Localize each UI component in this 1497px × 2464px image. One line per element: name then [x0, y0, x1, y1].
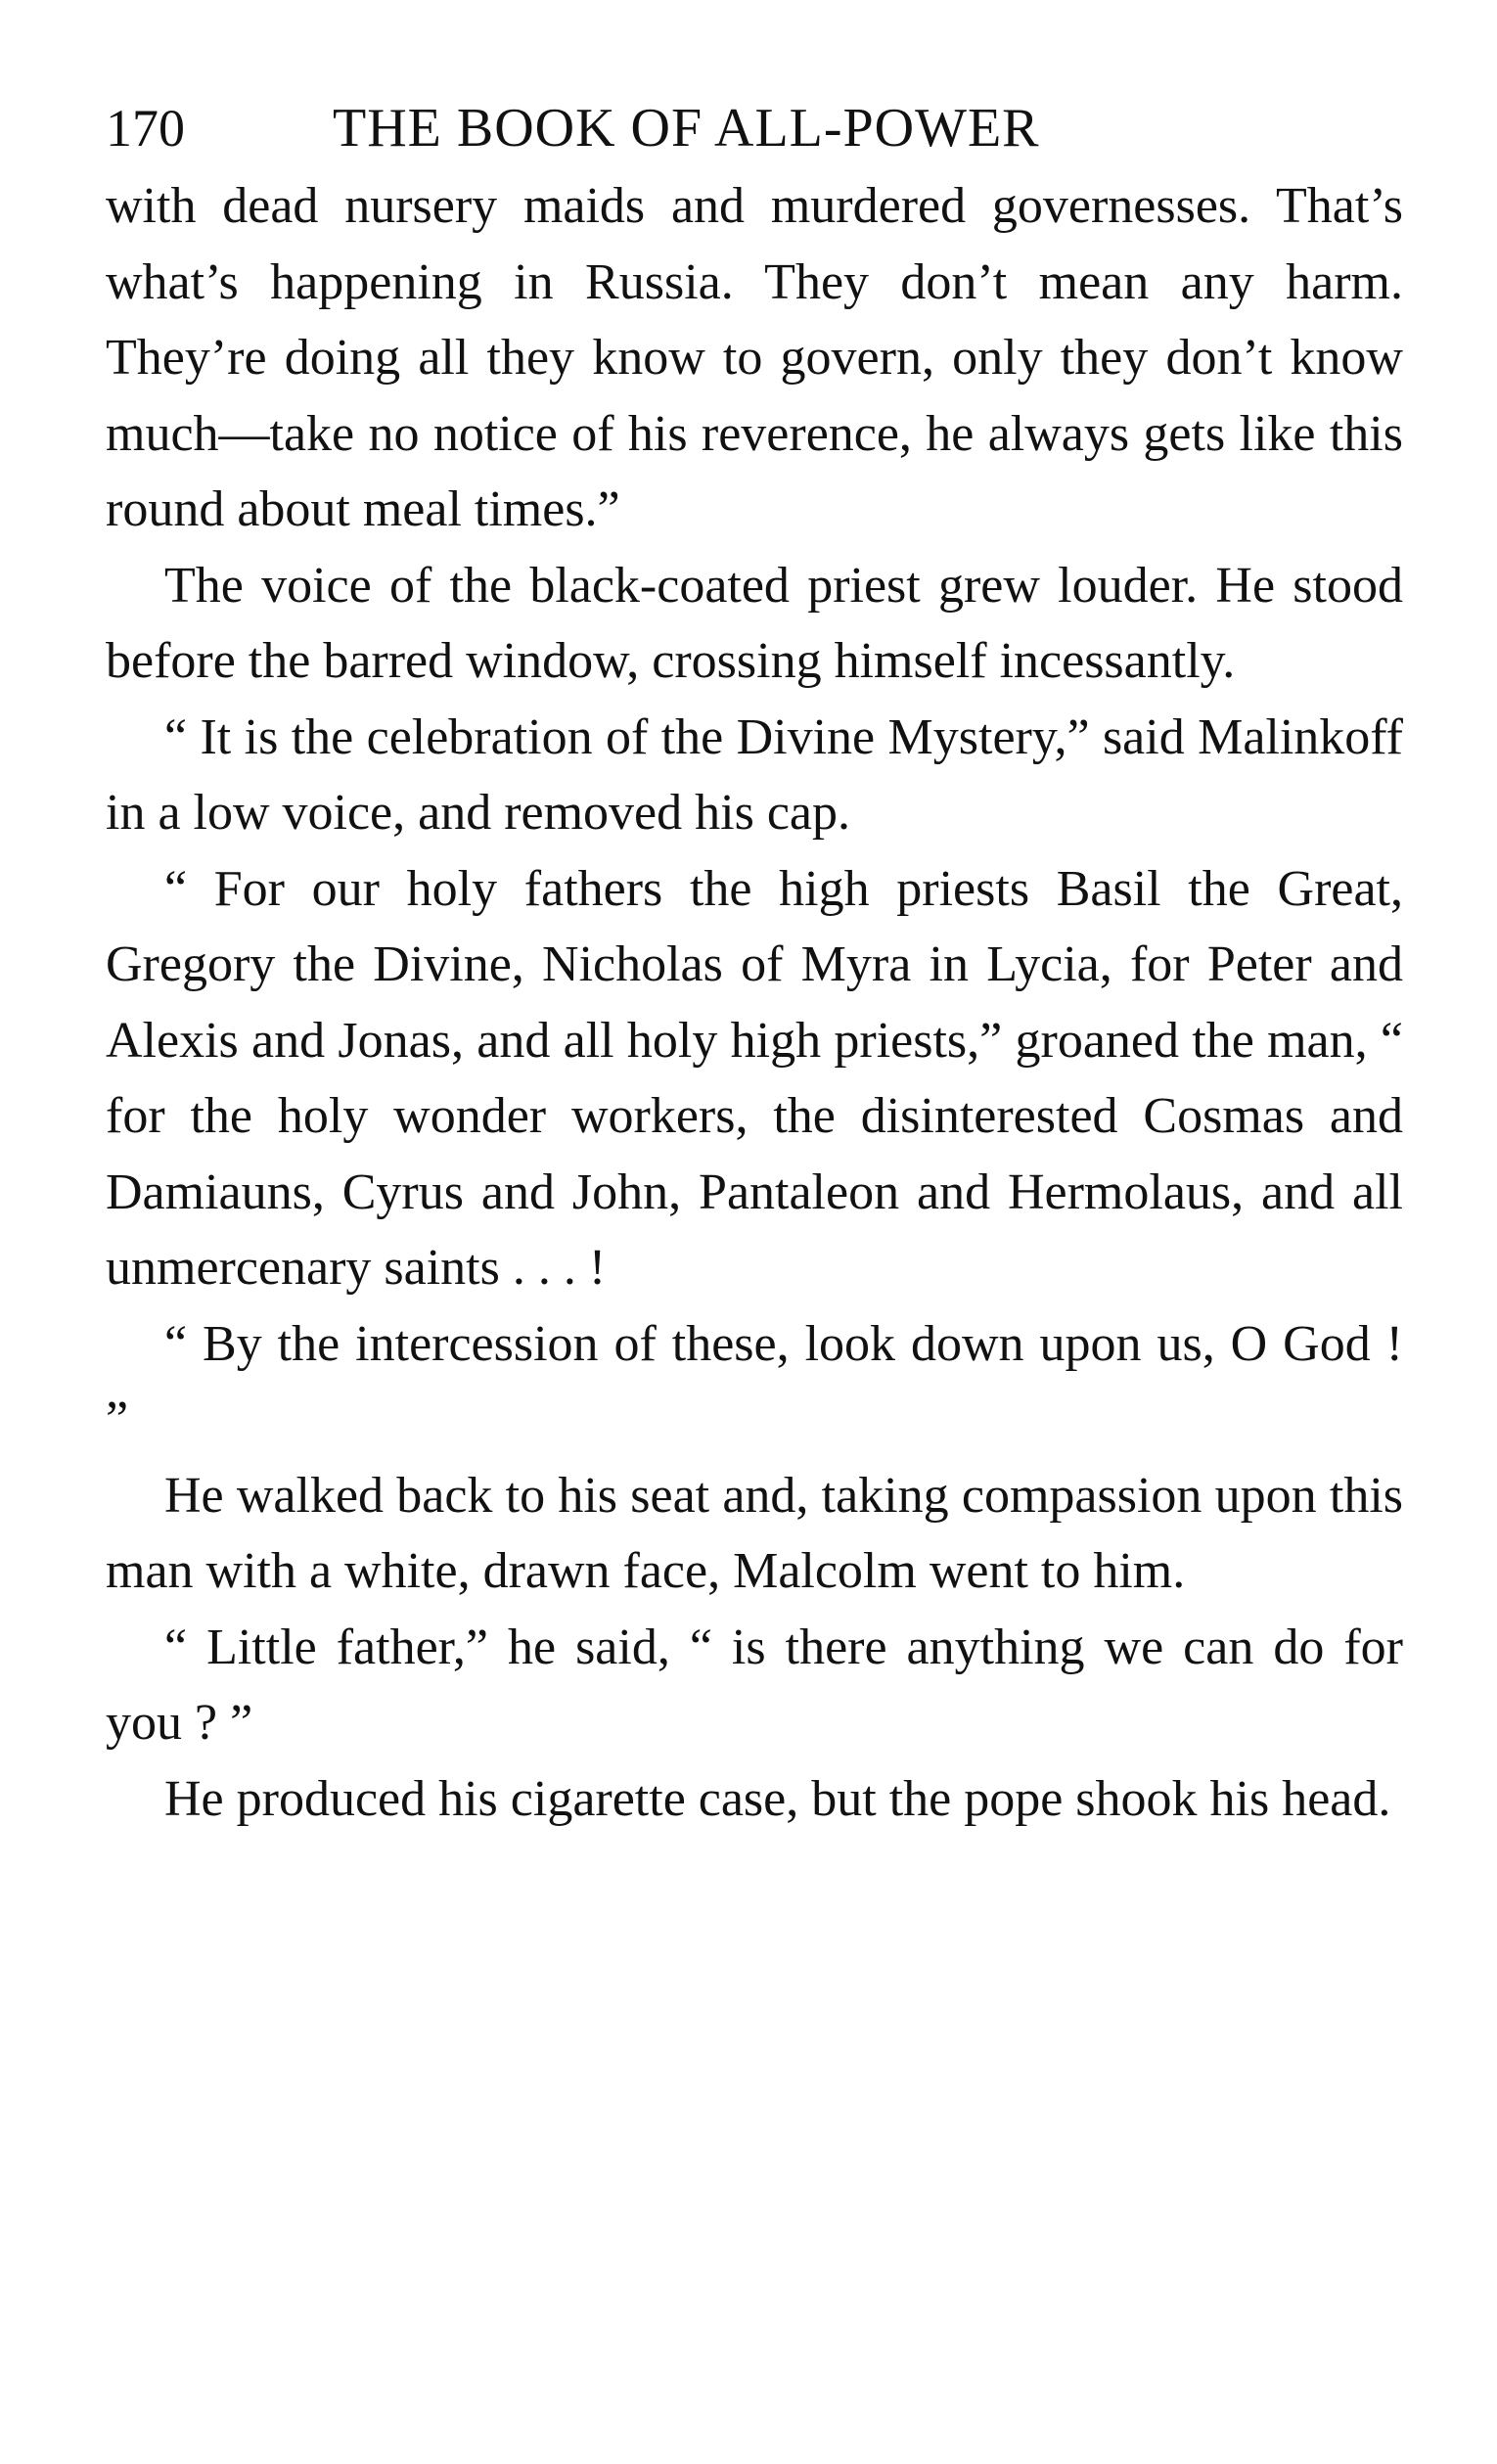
paragraph-continuation: with dead nursery maids and murdered governesses. That’s what’s happening in Russia. They don’t mean any harm. They’re doing all they know to govern, only they don’t know much—take no notice of his reverence, he always gets like this round about meal times.” — [106, 178, 1403, 537]
running-head — [106, 94, 1403, 162]
paragraph-divine-mystery: “ It is the celebration of the Divine Mystery,” said Malinkoff in a low voice, and removed his cap. — [106, 708, 1403, 841]
paragraph-priest-voice: The voice of the black-coated priest grew louder. He stood before the barred window, crossing himself incessantly. — [106, 557, 1403, 689]
paragraph-cigarette-case: He produced his cigarette case, but the pope shook his head. — [164, 1770, 1391, 1827]
paragraph-malcolm: He walked back to his seat and, taking compassion upon this man with a white, drawn face, Malcolm went to him. — [106, 1467, 1403, 1599]
paragraph-intercession: “ By the intercession of these, look down upon us, O God ! ” — [106, 1315, 1403, 1447]
running-title: THE BOOK OF ALL-POWER — [333, 98, 1040, 159]
body-text — [106, 168, 1403, 1837]
paragraph-holy-fathers: “ For our holy fathers the high priests Basil the Great, Gregory the Divine, Nicholas of Myra in Lycia, for Peter and Alexis and Jonas, and all holy high priests,” groaned the man, “ for the holy wonder workers, the disinterested Cosmas and Damiauns, Cyrus and John, Pantaleon and Hermolaus, and all unmercenary saints . . . ! — [106, 860, 1403, 1296]
paragraph-little-father: “ Little father,” he said, “ is there anything we can do for you ? ” — [106, 1619, 1403, 1751]
page-number: 170 — [106, 99, 185, 158]
book-page — [106, 94, 1403, 1837]
